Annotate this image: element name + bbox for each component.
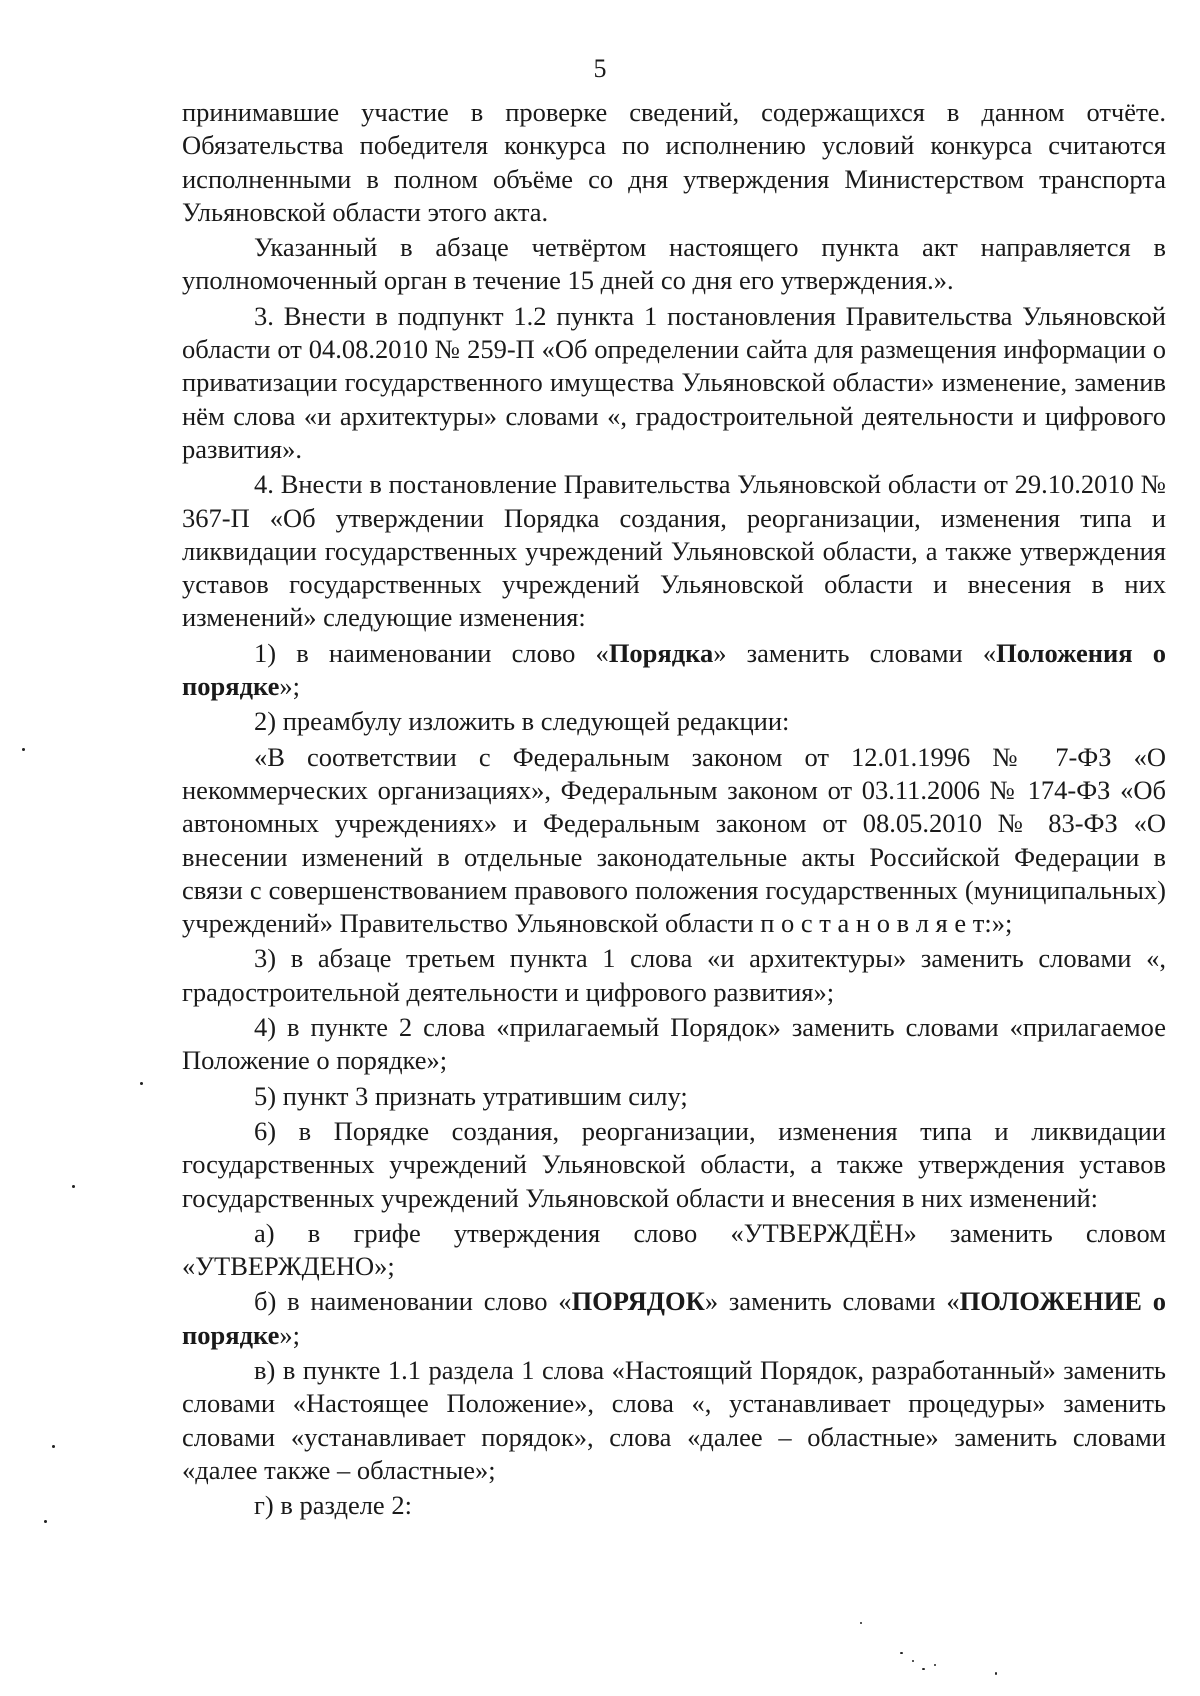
paragraph: 4) в пункте 2 слова «прилагаемый Порядок» заменить словами «прилагаемое Положение о порядке»;: [182, 1012, 1166, 1076]
page-number: 5: [593, 54, 607, 83]
text-run: »;: [279, 671, 300, 702]
paragraph: [182, 1285, 1166, 1352]
scan-speck: [912, 1660, 914, 1662]
paragraph: Указанный в абзаце четвёртом настоящего пункта акт направляется в уполномоченный орган в течение 15 дней со дня его утверждения.».: [182, 232, 1166, 296]
scan-speck: [72, 1185, 75, 1188]
paragraph: 6) в Порядке создания, реорганизации, изменения типа и ликвидации государственных учреждений Ульяновской области, а также утверждения уставов государственных учреждений Ульяновской области и внесения в них изменений:: [182, 1115, 1166, 1213]
paragraph: г) в разделе 2:: [254, 1490, 412, 1521]
text-run: » заменить словами «: [713, 637, 997, 668]
paragraph: 3. Внести в подпункт 1.2 пункта 1 постановления Правительства Ульяновской области от 04.08.2010 № 259-П «Об определении сайта для размещения информации о приватизации государственного имущества Ульяновской области» изменение, заменив нём слова «и архитектуры» словами «, градостроительной деятельности и цифрового развития».: [182, 300, 1166, 464]
paragraph: [182, 637, 1166, 704]
scan-speck: [922, 1668, 925, 1670]
bold-text: Порядка: [608, 637, 714, 668]
scan-speck: [44, 1520, 47, 1523]
bold-text: Положения о порядке: [182, 637, 1166, 702]
scan-speck: [140, 1082, 143, 1085]
paragraph: в) в пункте 1.1 раздела 1 слова «Настоящий Порядок, разработанный» заменить словами «Настоящее Положение», слова «, устанавливает процедуры» заменить словами «устанавливает порядок», слова «далее – областные» заменить словами «далее также – областные»;: [182, 1354, 1166, 1485]
paragraph: а) в грифе утверждения слово «УТВЕРЖДЁН» заменить словом «УТВЕРЖДЕНО»;: [182, 1217, 1166, 1282]
text-run: 1) в наименовании слово «: [254, 637, 609, 668]
bold-text: ПОРЯДОК: [571, 1286, 705, 1317]
text-run: »;: [279, 1319, 300, 1350]
bold-text: ПОЛОЖЕНИЕ о порядке: [182, 1286, 1167, 1350]
paragraph: 5) пункт 3 признать утратившим силу;: [254, 1080, 688, 1111]
paragraph: принимавшие участие в проверке сведений, содержащихся в данном отчёте. Обязательства победителя конкурса по исполнению условий конкурса считаются исполненными в полном объёме со дня утверждения Министерством транспорта Ульяновской области этого акта.: [182, 97, 1166, 227]
paragraph: 4. Внести в постановление Правительства Ульяновской области от 29.10.2010 № 367-П «Об утверждении Порядка создания, реорганизации, изменения типа и ликвидации государственных учреждений Ульяновской области, а также утверждения уставов государственных учреждений Ульяновской области и внесения в них изменений» следующие изменения:: [182, 469, 1166, 633]
scan-speck: [22, 748, 25, 751]
text-run: б) в наименовании слово «: [254, 1286, 572, 1317]
scan-speck: [52, 1445, 55, 1448]
scan-speck: [900, 1652, 903, 1654]
paragraph: 2) преамбулу изложить в следующей редакции:: [254, 706, 790, 737]
text-run: » заменить словами «: [704, 1286, 960, 1317]
scan-speck: [860, 1622, 862, 1624]
paragraph: 3) в абзаце третьем пункта 1 слова «и архитектуры» заменить словами «, градостроительной деятельности и цифрового развития»;: [182, 943, 1166, 1007]
document-body: [182, 96, 1166, 1522]
paragraph: «В соответствии с Федеральным законом от 12.01.1996 № 7-ФЗ «О некоммерческих организациях», Федеральным законом от 03.11.2006 № 174-ФЗ «Об автономных учреждениях» и Федеральным законом от 08.05.2010 № 83-ФЗ «О внесении изменений в отдельные законодательные акты Российской Федерации в связи с совершенствованием правового положения государственных (муниципальных) учреждений» Правительство Ульяновской области п о с т а н о в л я е т:»;: [182, 741, 1166, 939]
scan-speck: [995, 1672, 997, 1675]
scan-speck: [934, 1664, 936, 1666]
